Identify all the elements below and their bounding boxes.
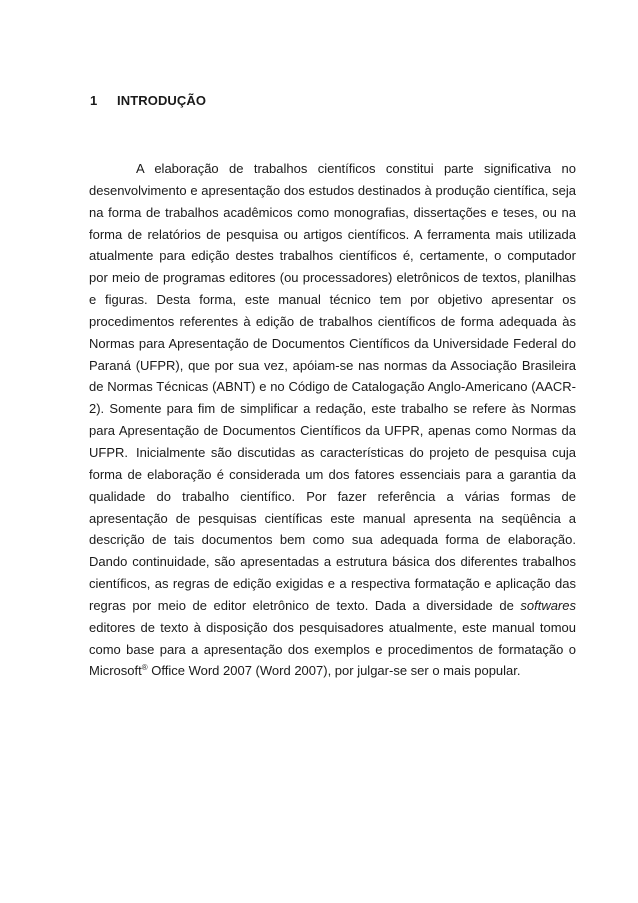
paragraph-2-part-2: editores de texto à disposição dos pesquisadores atualmente, este manual tomou como base para a apresentação dos exemplos e procedimentos de formatação o Microsoft (89, 619, 576, 679)
section-title: INTRODUÇÃO (117, 93, 207, 108)
section-heading (90, 93, 206, 108)
paragraph-2-part-1: Inicialmente são discutidas as características do projeto de pesquisa cuja forma de elaboração é considerada um dos fatores essenciais para a garantia da qualidade do trabalho científico. Por fazer referência a várias formas de apresentação de pesquisas científicas este manual apresenta na seqüência a descrição de tais documentos bem como sua adequada forma de elaboração. Dando continuidade, são apresentadas a estrutura básica dos diferentes trabalhos científicos, as regras de edição exigidas e a respectiva formatação e aplicação das regras por meio de editor eletrônico de texto. Dada a diversidade de (89, 445, 576, 613)
registered-trademark: ® (141, 663, 148, 673)
paragraph-2 (89, 442, 576, 682)
paragraph-2-part-3: Office Word 2007 (Word 2007), por julgar-se ser o mais popular. (147, 663, 521, 679)
paragraph-1: A elaboração de trabalhos científicos constitui parte significativa no desenvolvimento e apresentação dos estudos destinados à produção científica, seja na forma de trabalhos acadêmicos como monografias, dissertações e teses, ou na forma de relatórios de pesquisa ou artigos científicos. A ferramenta mais utilizada atualmente para edição destes trabalhos científicos é, certamente, o computador por meio de programas editores (ou processadores) eletrônicos de textos, planilhas e figuras. Desta forma, este manual técnico tem por objetivo apresentar os procedimentos referentes à edição de trabalhos científicos de forma adequada às Normas para Apresentação de Documentos Científicos da Universidade Federal do Paraná (UFPR), que por sua vez, apóiam-se nas normas da Associação Brasileira de Normas Técnicas (ABNT) e no Código de Catalogação Anglo-Americano (AACR-2). Somente para fim de simplificar a redação, este trabalho se refere às Normas para Apresentação de Documentos Científicos da UFPR, apenas como Normas da UFPR. (89, 161, 576, 460)
section-number: 1 (90, 93, 98, 108)
italic-softwares: softwares (520, 597, 576, 613)
